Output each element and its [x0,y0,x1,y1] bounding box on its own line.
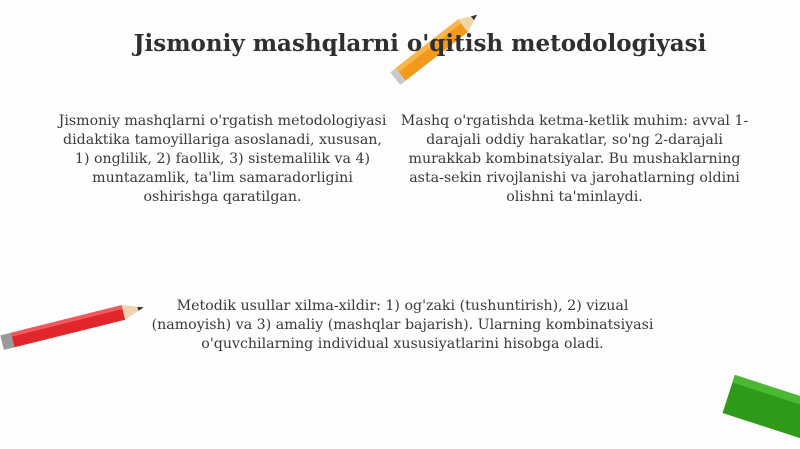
paragraph-methods: Metodik usullar xilma-xildir: 1) og'zaki (tushuntirish), 2) vizual (namoyish) va 3) amaliy (mashqlar bajarish). Ularning kombinatsiyasi o'quvchilarning individual xususiyatlarini hisobga oladi. [151,298,654,352]
red-pencil-icon [0,290,150,360]
paragraph-sequence: Mashq o'rgatishda ketma-ketlik muhim: avval 1-darajali oddiy harakatlar, so'ng 2-darajali murakkab kombinatsiyalar. Bu mushaklarning asta-sekin rivojlanishi va jarohatlarning oldini olishni ta'minlaydi. [400,113,749,205]
page-title: Jismoniy mashqlarni o'qitish metodologiyasi [133,30,707,57]
paragraph-principles: Jismoniy mashqlarni o'rgatish metodologiyasi didaktika tamoyillariga asoslanadi, xususan, 1) onglilik, 2) faollik, 3) sistemalilik va 4) muntazamlik, ta'lim samaradorligini oshirishga qaratilgan. [58,113,387,205]
green-marker-icon [712,365,800,449]
